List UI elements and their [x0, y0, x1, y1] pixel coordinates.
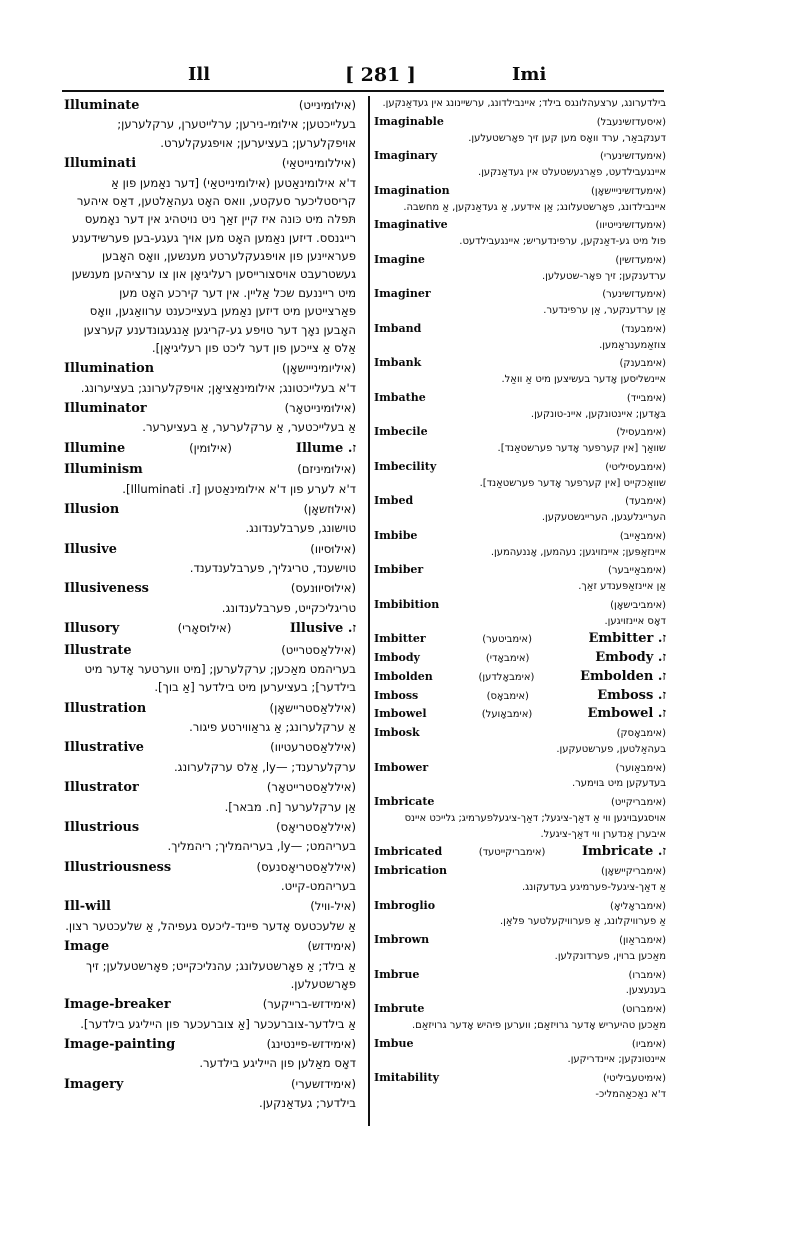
- dictionary-entry: [372, 650, 668, 669]
- pronunciation: (איללאַסטריאָסנעס): [256, 859, 356, 874]
- definition: איינבילדונג, פאָרשטעלונג; אַן אידעע, אַ געדאַנקען, אַ מחשבה.: [403, 201, 666, 213]
- definition: אַ דאַך-ציגעל-פערמיגע בעדעקונג.: [522, 881, 666, 893]
- headword: Imbrue: [374, 967, 420, 981]
- definition: בענעצען.: [625, 985, 666, 997]
- pronunciation: (אימבענק): [619, 358, 666, 370]
- dictionary-entry: [372, 794, 668, 844]
- headword: Imbower: [374, 760, 429, 774]
- entry-headline: [64, 699, 356, 718]
- entry-headline: [64, 96, 356, 115]
- dictionary-entry: [372, 1070, 668, 1105]
- pronunciation: (אימבריקייט): [610, 797, 666, 808]
- headword: Illusive: [64, 541, 117, 557]
- headword: Imboss: [374, 688, 419, 702]
- definition: ערקלערענד; —ly, אַלס ערקלערונג.: [173, 759, 356, 774]
- headword: Imbrication: [374, 864, 447, 877]
- headword: Imbricate: [374, 795, 435, 808]
- headword: Illumine: [64, 440, 126, 456]
- pronunciation: (אימביבישאָן): [610, 599, 666, 611]
- entry-headline: [374, 148, 666, 165]
- dictionary-entry: [62, 738, 358, 778]
- entry-headline: [374, 252, 666, 269]
- headword: Imbank: [374, 356, 422, 370]
- headword: Imagery: [64, 1076, 124, 1092]
- entry-headline: [64, 460, 356, 479]
- definition: בעריהמט-קייט.: [280, 879, 356, 893]
- definition: אַ שלעכטעס אָדער פיינד-ליכעס געפיהל, אַ שלעכטער רצון.: [65, 918, 356, 933]
- headword: Image-breaker: [64, 997, 171, 1013]
- definition: בילדער; געדאַנקען.: [259, 1096, 356, 1111]
- pronunciation: (אימבאָסק): [616, 728, 666, 739]
- dictionary-entry: [372, 183, 668, 218]
- definition: מאַכען טהיעריש אָדער גרויזאַם; ווערען פיהיש אָדער גרויזאַם.: [411, 1019, 666, 1031]
- right-guide-word: Imi: [512, 64, 547, 85]
- entry-headline: [374, 932, 666, 949]
- pronunciation: (אימבעסיל): [616, 427, 666, 439]
- headword: Illusiveness: [64, 581, 149, 597]
- definition: ד'א לערע פון ד'א אילומינאַטען [ז. Illuminati].: [122, 481, 356, 496]
- headword: Imbibition: [374, 597, 440, 611]
- pronunciation: (אימידזשערי): [291, 1076, 356, 1091]
- entry-headline: [64, 858, 356, 877]
- entry-headline: [374, 114, 666, 131]
- pronunciation: (אילוּסיווּנעס): [290, 581, 356, 596]
- pronunciation: (איללאַסטריישאָן): [269, 700, 356, 715]
- entry-headline: [374, 669, 666, 686]
- left-guide-word: Ill: [188, 64, 211, 85]
- dictionary-entry: [372, 390, 668, 425]
- headword: Imbecility: [374, 459, 437, 473]
- definition: אַ ערקלערונג; אַ גראַווירטע פיגור.: [189, 720, 356, 734]
- definition: טוישענד, טריגליך, פערבלענדענד.: [189, 561, 356, 575]
- headword: Imaginable: [374, 114, 444, 128]
- pronunciation: (אילוּמינייטאָר): [284, 401, 356, 415]
- pronunciation: (איל-וויל): [310, 899, 356, 914]
- pronunciation: (אימבענד): [621, 323, 666, 335]
- headword: Imaginative: [374, 218, 448, 232]
- pronunciation: (אילוּסאָרי): [177, 621, 232, 636]
- cross-reference: Illume .ז: [295, 440, 356, 456]
- dictionary-entry: [62, 619, 358, 640]
- entry-headline: [374, 650, 666, 667]
- headword: Imbue: [374, 1036, 414, 1050]
- cross-reference: Imbricate .ז: [581, 844, 666, 860]
- entry-headline: [374, 597, 666, 614]
- definition: ד'א נאַכאַהמליכ-: [595, 1088, 666, 1100]
- definition: בעהאַלטען, פערשטעקען.: [556, 743, 666, 755]
- dictionary-entry: [372, 114, 668, 149]
- dictionary-entry: [372, 355, 668, 390]
- pronunciation: (איללאַסטרייט): [281, 642, 356, 657]
- header-rule: [62, 90, 664, 92]
- entry-headline: [374, 706, 666, 723]
- pronunciation: (אימביטער): [482, 634, 532, 646]
- headword: Imbrown: [374, 933, 430, 946]
- dictionary-entry: [62, 1075, 358, 1115]
- definition: ד'א בעלייכטונג; אילומינאַציאָן; אויפקלערונג; בעציערונג.: [80, 380, 356, 395]
- definition: אויסגעבויגען ווי אַ דאַך-ציגעל; דאַך-ציגעלפערמיג; גלייכט איינס איבערן אַנדערן ווי דאַך-ציגעל.: [404, 812, 666, 840]
- pronunciation: (אימידזש): [307, 939, 356, 954]
- entry-headline: [374, 898, 666, 915]
- dictionary-entry: [62, 500, 358, 540]
- pronunciation: (איסעדזשינעבל): [596, 116, 666, 128]
- definition: בעריהמט; —ly, בעריהמליך; ריהמליך.: [167, 839, 356, 854]
- dictionary-entry: [372, 286, 668, 321]
- dictionary-entry: [372, 252, 668, 287]
- entry-headline: [374, 794, 666, 811]
- pronunciation: (אימעדזשינייישאָן): [591, 185, 666, 197]
- entry-headline: [374, 355, 666, 372]
- headword: Ill-will: [64, 899, 111, 915]
- entry-headline: [64, 540, 356, 559]
- headword: Illustration: [64, 700, 147, 716]
- definition: מאַכען ברוין, פערדונקלען.: [554, 950, 666, 962]
- pronunciation: (אימבעד): [625, 496, 666, 508]
- headword: Illuminator: [64, 401, 147, 416]
- definition: בילדערונג, ערצעהלונגס בילד; איינבילדונג, ערשיינונג אין געדאַנקען.: [382, 98, 666, 109]
- definition: אַ בעלייכטער, אַ ערקלערער, אַ בעציערער.: [142, 420, 356, 435]
- dictionary-entry: [372, 863, 668, 898]
- entry-headline: [374, 967, 666, 984]
- headword: Imbrute: [374, 1002, 425, 1015]
- pronunciation: (אילוּמין): [189, 440, 232, 455]
- dictionary-entry: [372, 844, 668, 863]
- pronunciation: (אימבאַוער): [615, 762, 666, 774]
- pronunciation: (אימבאָדי): [485, 653, 530, 664]
- definition: דענקבאַר, ערד וואָס מען קען זיך פאָרשטעלען.: [468, 132, 666, 144]
- entry-headline: [374, 760, 666, 777]
- entry-headline: [64, 359, 356, 378]
- entry-headline: [374, 390, 666, 407]
- entry-headline: [64, 439, 356, 458]
- headword: Illuminati: [64, 156, 137, 172]
- entry-headline: [374, 459, 666, 476]
- headword: Imband: [374, 321, 422, 335]
- definition: בּאָדען; איינטונקען, איינ-טונקען.: [530, 408, 666, 420]
- headword: Imaginer: [374, 287, 431, 301]
- pronunciation: (איללומינייטאַי): [281, 156, 356, 171]
- pronunciation: (אילוּמינייט): [298, 98, 356, 112]
- definition: אַ פערוויקלונג, אַ פערוויקעלטער פּלאַן.: [500, 916, 666, 928]
- definition: אַן ערקלערער [ח. מבאר].: [224, 799, 356, 814]
- definition: איינטונקען; איינדריקען.: [567, 1054, 666, 1066]
- dictionary-entry: [372, 967, 668, 1002]
- dictionary-entry: [372, 932, 668, 967]
- definition: אַן איינזאַפּענדע זאַך.: [578, 581, 666, 592]
- headword: Imbibe: [374, 528, 418, 542]
- headword: Image: [64, 939, 110, 955]
- dictionary-entry: [62, 1035, 358, 1075]
- definition: שוואַך [אין קערפער אָדער פערשטאַנד].: [497, 443, 666, 454]
- dictionary-entry: [62, 96, 358, 154]
- definition: איינשליסען אָדער בעשיצען מיט אַ וואַל.: [501, 374, 666, 385]
- dictionary-entry: [62, 897, 358, 937]
- pronunciation: (אימביו): [631, 1038, 666, 1050]
- definition: ד'א אילומינאַטען (אילומינייטאַי) [דער נאַמען פון אַ קריסטליכער סעקטע, וואס האָט געהאַלטען, דאַס איהער תּפלה מיט כּונה איז קיין זאַך ניט נויטהיג אין דער נאָמעס רייגנסס. דיזען נאַמען האָט מען אויך געגע-בען פערשידענע פעראיינען פון אויפגעקלערטע מענשען, וואָס האָבען געשטרעבט אויסצורייסען רעליגיאָן און צו ערציהען מענשען מיט רייננעם שכל אַליין. אין דער קירכע האָט מען פאַרצייטען מיט דיזען נאַמען בעצייכענט ערוואַגען, וואָס האָבען נאָך דער טויפע גע-קריגען אַנגעגונדענע קערצען אַלס אַ צייכען פון דער ליכט פון רעליגיאָן].: [71, 175, 356, 355]
- pronunciation: (איללאַסטרעטיוו): [270, 740, 356, 755]
- right-column: [372, 96, 668, 1105]
- dictionary-entry: [372, 706, 668, 725]
- headword: Imitability: [374, 1071, 439, 1084]
- entry-headline: [64, 995, 356, 1014]
- dictionary-entry: [62, 641, 358, 699]
- definition: אַ בילדער-צוברעכער [אַ צוברעכער פון הייליגע בילדער].: [80, 1016, 356, 1031]
- headword: Imagination: [374, 183, 450, 197]
- pronunciation: (אימעדזשינייטיוו): [595, 220, 666, 232]
- dictionary-entry: [372, 321, 668, 356]
- pronunciation: (אילוּסיוו): [310, 541, 356, 556]
- entry-headline: [374, 286, 666, 303]
- dictionary-entry: [62, 818, 358, 858]
- dictionary-entry: [372, 148, 668, 183]
- pronunciation: (אימבייד): [626, 392, 666, 404]
- cross-reference: Embolden .ז: [580, 668, 666, 684]
- pronunciation: (אימעדזשינער): [602, 289, 666, 301]
- pronunciation: (איליומינייישאָן): [282, 361, 356, 376]
- pronunciation: (אימידזש-ברייקער): [262, 997, 356, 1012]
- headword: Illustrate: [64, 642, 132, 658]
- definition: פול מיט גע-דאַנקען, ערפינדעריש; איינגעבילדעט.: [459, 236, 666, 247]
- entry-headline: [374, 863, 666, 880]
- dictionary-entry: [62, 399, 358, 439]
- entry-headline: [64, 154, 356, 173]
- pronunciation: (אימבעסיליטי): [605, 461, 666, 473]
- dictionary-entry: [62, 540, 358, 580]
- pronunciation: (אימבראָליאָ): [609, 900, 666, 912]
- entry-headline: [374, 321, 666, 338]
- definition: בעלייכטען; אילוּמי-נירען; ערלייטערן, ערקלערען; אויפקלערען; בעציערען; אויפגעקלערט.: [117, 117, 356, 150]
- definition: צוזאַמענראַמען.: [599, 339, 666, 351]
- headword: Illuminism: [64, 462, 143, 478]
- entry-headline: [64, 778, 356, 797]
- headword: Imbathe: [374, 390, 426, 404]
- definition: דאָס איינזויגען.: [604, 615, 666, 627]
- entry-headline: [64, 1035, 356, 1054]
- dictionary-entry: [372, 459, 668, 494]
- definition: אַ בילד; אַ פאָרשטעלונג; עהנליכקייט; פאָרשטעלען; זיך פאָרשטעלען.: [86, 958, 356, 991]
- definition: אַן ערדענקער, אַן ערפינדער.: [543, 305, 666, 316]
- entry-headline: [374, 183, 666, 200]
- pronunciation: (אימבריקיישאָן): [600, 866, 666, 877]
- dictionary-entry: [372, 760, 668, 795]
- dictionary-entry: [372, 217, 668, 252]
- headword: Imaginary: [374, 149, 438, 163]
- dictionary-entry: [372, 493, 668, 528]
- entry-headline: [374, 493, 666, 510]
- entry-headline: [374, 844, 666, 861]
- headword: Illustrative: [64, 740, 144, 756]
- pronunciation: (אימעדזשין): [615, 254, 666, 266]
- headword: Illusory: [64, 621, 120, 637]
- headword: Illuminate: [64, 98, 140, 113]
- headword: Imbody: [374, 651, 420, 664]
- definition: טריגליכקייט, פערבלענדונג.: [221, 600, 356, 615]
- entry-headline: [374, 217, 666, 234]
- entry-headline: [64, 818, 356, 837]
- pronunciation: (אימבראַון): [619, 935, 666, 946]
- entry-headline: [64, 937, 356, 956]
- dictionary-entry: [62, 699, 358, 739]
- pronunciation: (אילוּזשאָן): [303, 501, 356, 516]
- dictionary-entry: [62, 937, 358, 995]
- dictionary-entry: [372, 631, 668, 650]
- dictionary-entry: [62, 778, 358, 818]
- dictionary-entry: [62, 460, 358, 500]
- pronunciation: (אימבאָלדען): [478, 671, 535, 683]
- pronunciation: (אימבאָס): [486, 690, 529, 702]
- pronunciation: (אימיטעביליטי): [603, 1073, 666, 1084]
- entry-headline: [64, 500, 356, 519]
- page-header: [60, 58, 720, 90]
- definition: ערדענקען; זיך פאָר-שטעלען.: [542, 270, 666, 282]
- pronunciation: (אילוּמיניזם): [297, 462, 356, 477]
- column-divider: [368, 96, 370, 1126]
- definition: שוואַכקייט [אין קערפער אָדער פערשטאַנד].: [479, 477, 666, 489]
- headword: Imagine: [374, 252, 425, 266]
- entry-headline: [64, 579, 356, 598]
- entry-headline: [64, 897, 356, 916]
- headword: Imbed: [374, 494, 414, 508]
- dictionary-entry: [62, 995, 358, 1035]
- pronunciation: (אימבריקייטעד): [478, 847, 546, 859]
- cross-reference: Embitter .ז: [588, 631, 666, 647]
- headword: Illustriousness: [64, 859, 172, 875]
- dictionary-entry: [372, 562, 668, 597]
- entry-headline: [64, 641, 356, 660]
- entry-headline: [374, 725, 666, 742]
- definition: דאָס מאַלען פון הייליגע בילדער.: [199, 1056, 356, 1071]
- headword: Imbosk: [374, 726, 420, 739]
- entry-headline: [374, 631, 666, 648]
- headword: Imbowel: [374, 707, 427, 721]
- pronunciation: (אימידזש-פיינטינג): [266, 1037, 356, 1051]
- entry-headline: [374, 1070, 666, 1087]
- entry-headline: [374, 688, 666, 705]
- definition: טוישונג, פערבלענדונג.: [245, 521, 356, 536]
- headword: Illustrious: [64, 819, 140, 835]
- definition: בעריהמט מאַכען; ערקלערען; [מיט ווערטער אָדער מיט בילדער]; בעציערען מיט בילדער [אַ בוך].: [84, 661, 356, 695]
- dictionary-entry: [372, 669, 668, 688]
- headword: Illumination: [64, 361, 155, 377]
- dictionary-entry: [372, 688, 668, 707]
- headword: Imbitter: [374, 632, 426, 646]
- dictionary-entry: [372, 597, 668, 632]
- cross-reference: Embody .ז: [595, 650, 666, 665]
- headword: Imbolden: [374, 669, 433, 683]
- headword: Image-painting: [64, 1037, 176, 1052]
- dictionary-entry: [62, 439, 358, 460]
- definition: איינזאַפּען; איינזויגען; נעהמען, אָננעהמען.: [490, 546, 666, 558]
- pronunciation: (אימבאָועל): [481, 709, 533, 721]
- dictionary-entry: [62, 154, 358, 359]
- headword: Illustrator: [64, 780, 139, 796]
- dictionary-entry: [372, 1036, 668, 1071]
- headword: Illusion: [64, 501, 120, 517]
- entry-headline: [64, 399, 356, 418]
- entry-headline: [64, 738, 356, 757]
- pronunciation: (איללאַסטריאָס): [276, 819, 356, 834]
- dictionary-entry: [372, 96, 668, 114]
- entry-headline: [64, 619, 356, 638]
- entry-headline: [374, 528, 666, 545]
- dictionary-entry: [62, 579, 358, 619]
- pronunciation: (אימברו): [628, 969, 666, 981]
- pronunciation: (אימבאַייב): [619, 530, 666, 542]
- entry-headline: [374, 562, 666, 579]
- dictionary-entry: [372, 528, 668, 563]
- page-number: [ 281 ]: [345, 64, 416, 86]
- dictionary-entry: [372, 898, 668, 933]
- left-column: [62, 96, 358, 1115]
- pronunciation: (אימברוט): [621, 1004, 666, 1015]
- headword: Imbiber: [374, 563, 424, 577]
- dictionary-entry: [62, 858, 358, 898]
- headword: Imbroglio: [374, 898, 436, 912]
- cross-reference: Emboss .ז: [597, 687, 666, 703]
- cross-reference: Embowel .ז: [587, 706, 666, 722]
- dictionary-entry: [62, 359, 358, 399]
- pronunciation: (איללאַסטרייטאָר): [266, 780, 356, 795]
- headword: Imbecile: [374, 425, 428, 439]
- definition: איינגעבילדעט, פאַרגעשטעלט אין געדאַנקען.: [478, 167, 666, 178]
- entry-headline: [374, 424, 666, 441]
- entry-headline: [374, 1036, 666, 1053]
- dictionary-entry: [372, 725, 668, 760]
- cross-reference: Illusive .ז: [289, 621, 356, 637]
- entry-headline: [64, 1075, 356, 1094]
- dictionary-entry: [372, 424, 668, 459]
- definition: בעדעקען מיט בּוימער.: [571, 778, 666, 790]
- definition: הערייגלעגען, הערייגשטעקען.: [541, 512, 666, 523]
- pronunciation: (אימבאַייבער): [608, 565, 666, 577]
- dictionary-entry: [372, 1001, 668, 1036]
- pronunciation: (אימעדזשינערי): [600, 151, 666, 163]
- headword: Imbricated: [374, 845, 443, 859]
- entry-headline: [374, 1001, 666, 1018]
